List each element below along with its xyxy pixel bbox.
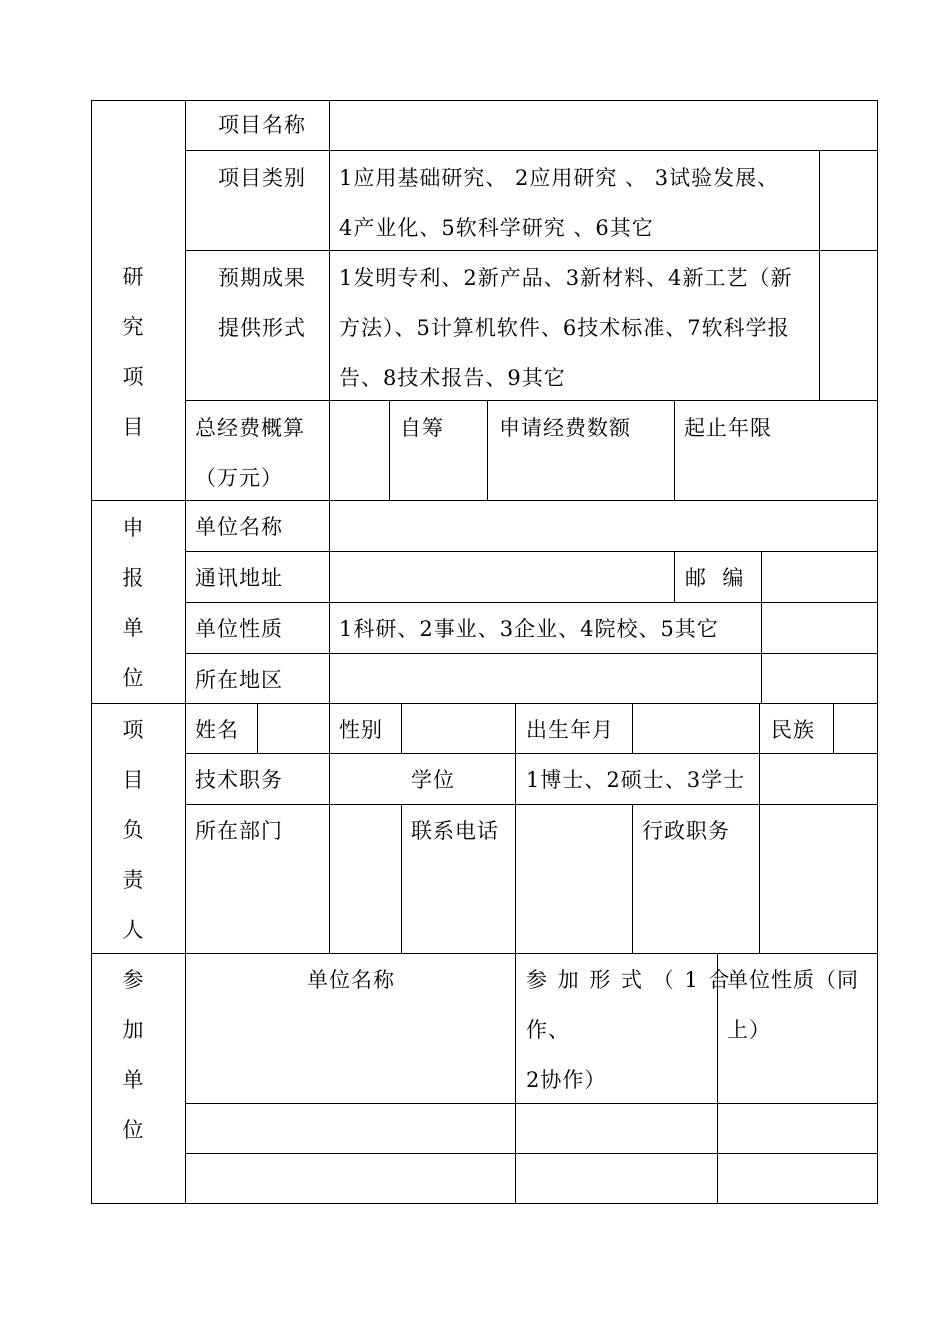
total-budget-label-1: 总经费概算: [195, 416, 305, 440]
participation-form-header-line1: 参 加 形 式 （ 1 合: [526, 968, 732, 992]
col-divider: [487, 400, 488, 500]
ethnicity-field[interactable]: [835, 705, 876, 752]
col-divider: [515, 703, 516, 804]
col-divider: [401, 703, 402, 753]
expected-outcome-field[interactable]: [821, 252, 876, 399]
section-label-research-project: [118, 252, 148, 452]
side-char: 加: [122, 1018, 144, 1042]
table-border-top: [91, 100, 878, 101]
side-char: 申: [122, 516, 144, 540]
side-char: 单: [122, 616, 144, 640]
participant-unit-name-header: 单位名称: [307, 968, 395, 992]
side-char: 目: [122, 768, 144, 792]
participation-form-header-line3: 2协作）: [526, 1068, 607, 1092]
side-char: 参: [122, 968, 144, 992]
side-char: 责: [122, 868, 144, 892]
table-border-right: [877, 100, 878, 1204]
postcode-label: 邮 编: [685, 566, 745, 590]
side-char: 位: [122, 1118, 144, 1142]
side-column-divider: [185, 100, 186, 1204]
col-divider: [759, 703, 760, 804]
row-divider: [185, 150, 878, 151]
unit-name-label: 单位名称: [195, 515, 283, 539]
region-label: 所在地区: [195, 668, 283, 692]
mailing-address-field[interactable]: [331, 553, 673, 601]
col-divider: [632, 703, 633, 753]
col-divider: [329, 100, 330, 400]
expected-outcome-options-line1: 1发明专利、2新产品、3新材料、4新工艺（新: [339, 266, 793, 290]
side-char: 项: [122, 718, 144, 742]
participant-row-2-nature-field[interactable]: [719, 1155, 876, 1202]
col-divider: [761, 551, 762, 703]
col-divider: [515, 953, 516, 1203]
leader-name-field[interactable]: [259, 705, 328, 752]
row-divider: [185, 602, 878, 603]
side-char: 究: [122, 315, 144, 339]
administrative-post-label: 行政职务: [642, 819, 730, 843]
side-char: 位: [122, 666, 144, 690]
section-divider: [91, 953, 878, 954]
degree-options: 1博士、2硕士、3学士: [526, 768, 746, 792]
side-char: 报: [122, 566, 144, 590]
col-divider: [329, 500, 330, 703]
leader-name-label: 姓名: [195, 718, 239, 742]
project-name-field[interactable]: [331, 102, 875, 149]
technical-title-label: 技术职务: [195, 768, 283, 792]
degree-label: 学位: [411, 768, 455, 792]
total-budget-label-2: （万元）: [195, 466, 283, 490]
ethnicity-label: 民族: [771, 718, 815, 742]
side-char: 单: [122, 1068, 144, 1092]
participant-row-1-nature-field[interactable]: [719, 1105, 876, 1152]
expected-outcome-options-line3: 告、8技术报告、9其它: [339, 366, 566, 390]
section-label-applicant-unit: [118, 503, 148, 703]
side-char: 人: [122, 918, 144, 942]
table-border-bottom: [91, 1203, 878, 1204]
row-divider: [185, 1153, 878, 1154]
col-divider: [674, 551, 675, 602]
project-name-label: 项目名称: [218, 113, 306, 137]
administrative-post-field[interactable]: [761, 806, 876, 952]
unit-nature-field[interactable]: [763, 604, 876, 652]
project-category-options-line2: 4产业化、5软科学研究 、6其它: [339, 216, 654, 240]
birth-date-label: 出生年月: [526, 718, 614, 742]
gender-label: 性别: [339, 718, 383, 742]
col-divider: [833, 703, 834, 753]
unit-nature-options: 1科研、2事业、3企业、4院校、5其它: [339, 617, 719, 641]
degree-field[interactable]: [761, 755, 876, 803]
participant-row-1-form-field[interactable]: [517, 1105, 716, 1152]
mailing-address-label: 通讯地址: [195, 566, 283, 590]
total-budget-field[interactable]: [331, 402, 388, 499]
col-divider: [515, 804, 516, 953]
col-divider: [674, 400, 675, 500]
participant-row-1-unit-name-field[interactable]: [187, 1105, 514, 1152]
col-divider: [401, 804, 402, 953]
project-category-label: 项目类别: [218, 166, 306, 190]
department-label: 所在部门: [195, 819, 283, 843]
side-char: 目: [122, 415, 144, 439]
table-border-left: [91, 100, 92, 1204]
col-divider: [329, 400, 330, 500]
participation-form-header-line2: 作、: [526, 1018, 570, 1042]
birth-date-field[interactable]: [634, 705, 758, 752]
region-field[interactable]: [331, 655, 760, 702]
unit-name-field[interactable]: [331, 502, 875, 550]
postcode-field[interactable]: [763, 553, 876, 601]
col-divider: [819, 150, 820, 400]
technical-title-field[interactable]: [331, 755, 400, 803]
col-divider: [632, 804, 633, 953]
participant-row-2-form-field[interactable]: [517, 1155, 716, 1202]
requested-funding-label: 申请经费数额: [499, 416, 631, 440]
expected-outcome-label-1: 预期成果: [218, 266, 306, 290]
row-divider: [185, 551, 878, 552]
section-label-participating-units: [118, 955, 148, 1155]
project-category-options-line1: 1应用基础研究、 2应用研究 、 3试验发展、: [339, 166, 780, 190]
col-divider: [257, 703, 258, 753]
side-char: 负: [122, 818, 144, 842]
expected-outcome-options-line2: 方法）、5计算机软件、6技术标准、7软科学报: [339, 316, 790, 340]
unit-nature-label: 单位性质: [195, 617, 283, 641]
participant-row-2-unit-name-field[interactable]: [187, 1155, 514, 1202]
participant-nature-header-line1: 单位性质（同: [727, 968, 859, 992]
project-category-field[interactable]: [821, 152, 876, 249]
expected-outcome-label-2: 提供形式: [218, 316, 306, 340]
department-field[interactable]: [331, 806, 400, 952]
side-char: 项: [122, 365, 144, 389]
participant-nature-header-line2: 上）: [727, 1018, 771, 1042]
section-label-project-leader: [118, 705, 148, 955]
col-divider: [329, 703, 330, 953]
phone-field[interactable]: [517, 806, 631, 952]
side-char: 研: [122, 265, 144, 289]
col-divider: [389, 400, 390, 500]
col-divider: [759, 804, 760, 953]
phone-label: 联系电话: [411, 819, 499, 843]
gender-field[interactable]: [403, 705, 514, 752]
project-period-label: 起止年限: [684, 416, 772, 440]
self-funded-label: 自筹: [400, 416, 444, 440]
